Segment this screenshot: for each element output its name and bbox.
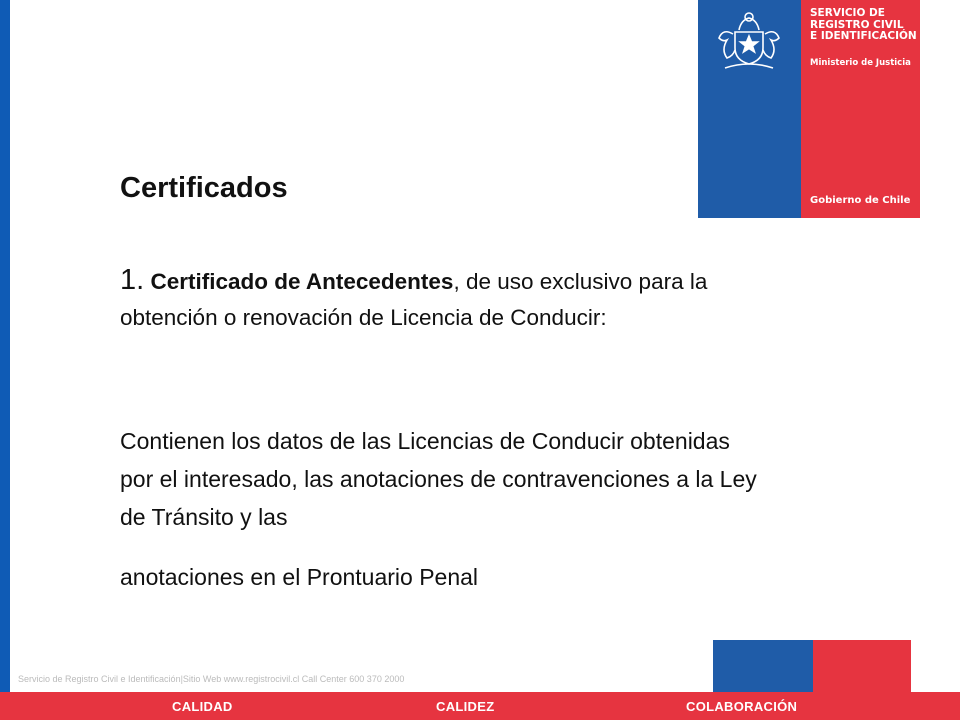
item-number: 1.	[120, 264, 145, 296]
logo-ministry: Ministerio de Justicia	[810, 58, 911, 68]
registro-civil-logo	[698, 0, 920, 218]
left-accent-bar	[0, 0, 10, 720]
chile-coat-of-arms-icon	[713, 10, 785, 72]
logo-line-3: E IDENTIFICACIÓN	[810, 30, 917, 42]
flag-blue-block	[713, 640, 813, 692]
description-paragraph: Contienen los datos de las Licencias de Conducir obtenidas por el interesado, las anotaciones de contravenciones a la Ley de Tránsito y las	[120, 428, 757, 530]
logo-blue-panel	[698, 0, 801, 218]
footer-note: Servicio de Registro Civil e Identificación|Sitio Web www.registrocivil.cl Call Center 600 370 2000	[18, 674, 405, 684]
label-calidad: CALIDAD	[172, 699, 233, 714]
logo-line-2: REGISTRO CIVIL	[810, 18, 904, 31]
logo-government: Gobierno de Chile	[810, 195, 911, 206]
label-calidez: CALIDEZ	[436, 699, 495, 714]
bottom-bar	[0, 692, 960, 720]
item-title: Certificado de Antecedentes	[150, 269, 454, 294]
slide-title: Certificados	[120, 172, 288, 204]
certificate-item	[120, 262, 720, 336]
label-colaboracion: COLABORACIÓN	[686, 699, 798, 714]
logo-line-1: SERVICIO DE	[810, 7, 885, 19]
flag-red-block	[813, 640, 911, 692]
item-description: , de uso exclusivo para la obtención o renovación de Licencia de Conducir:	[120, 269, 708, 330]
logo-service-name	[810, 8, 917, 43]
description-paragraph-end: anotaciones en el Prontuario Penal	[120, 564, 479, 590]
logo-red-panel	[801, 0, 920, 218]
